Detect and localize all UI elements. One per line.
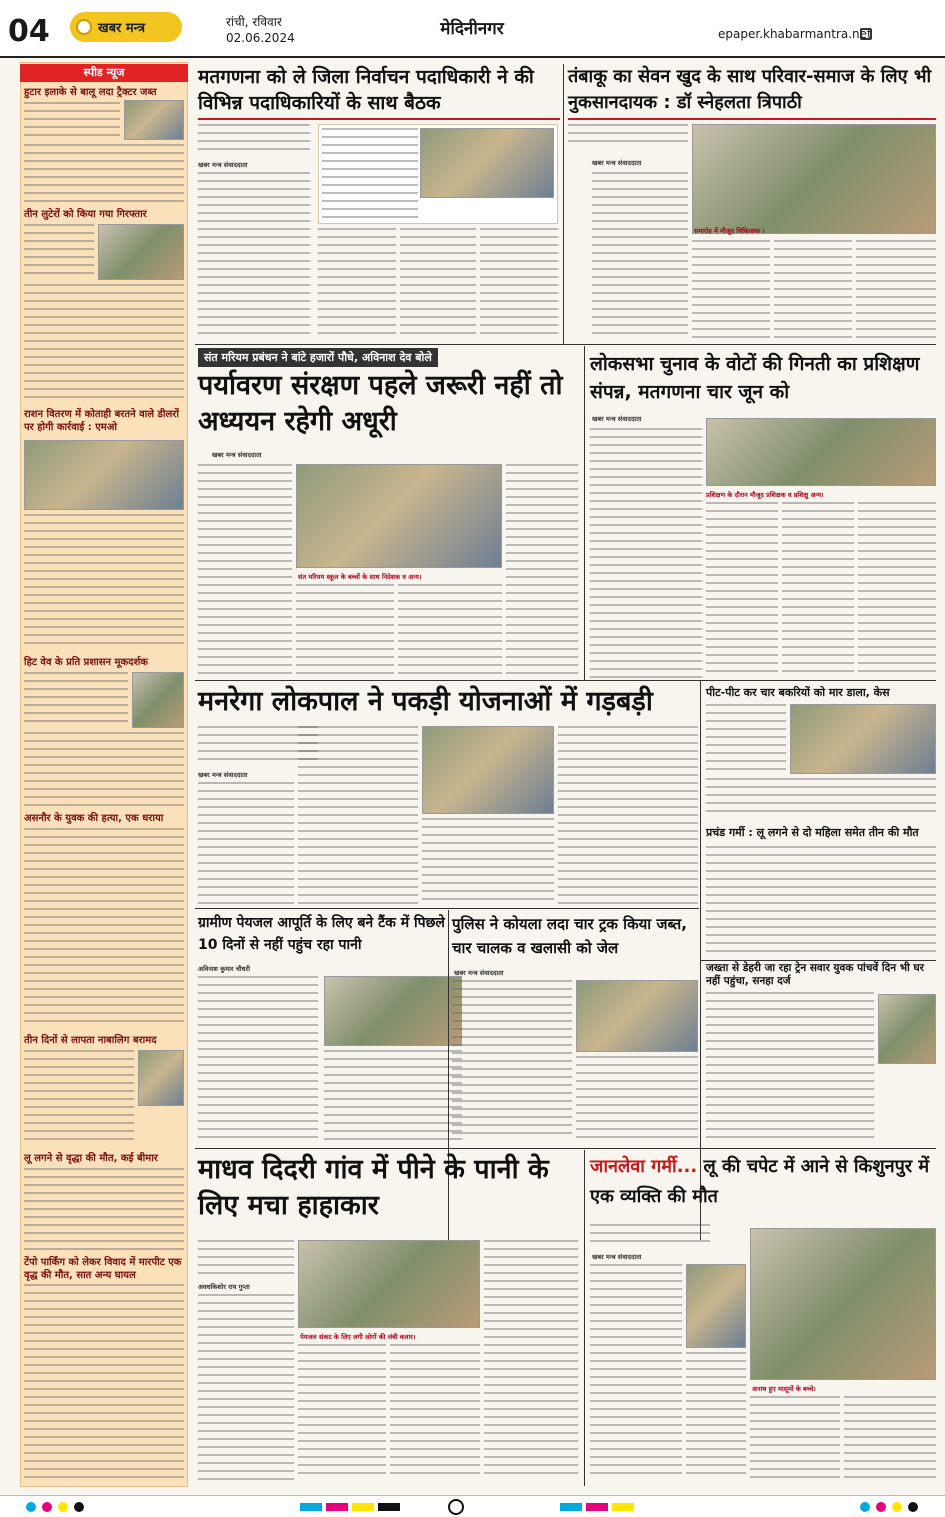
story-6-text (706, 846, 936, 956)
dateline (226, 14, 295, 46)
story-1-rule (198, 118, 560, 120)
story-7-text-a (198, 782, 294, 904)
story-1-byline: खबर मन्त्र संवाददाता (198, 161, 248, 169)
story-1-info-text (322, 128, 418, 220)
left-headline-8: टेंपो पार्किंग को लेकर विवाद में मारपीट एक वृद्ध की मौत, सात अन्य घायल (24, 1257, 182, 1281)
story-5-headline: पीट-पीट कर चार बकरियों को मार डाला, केस (706, 686, 890, 699)
story-10-headline: जख्ता से डेहरी जा रहा ट्रेन सवार युवक पांचवें दिन भी घर नहीं पहुंचा, सनहा दर्ज (706, 962, 924, 987)
deceased-man-photo (686, 1264, 746, 1348)
story-9-text-a (452, 980, 572, 1140)
story-12-headline-block (590, 1152, 936, 1212)
yellow-dot-2 (892, 1502, 902, 1512)
left-text-7 (24, 1168, 184, 1250)
section-rule-1 (195, 344, 936, 345)
story-12-text-b (686, 1352, 746, 1480)
crosshair-icon (448, 1499, 464, 1515)
story-5-text-a (706, 704, 786, 774)
magenta-dot-2 (876, 1502, 886, 1512)
story-2-byline: खबर मन्त्र संवाददाता (592, 159, 642, 167)
story-4-text-b (706, 502, 778, 678)
magenta-bar-2 (586, 1503, 608, 1511)
brand-name: खबर मन्त्र (98, 21, 146, 36)
story-7-headline: मनरेगा लोकपाल ने पकड़ी योजनाओं में गड़बड़ी (198, 686, 653, 717)
story-12-text-a (590, 1264, 682, 1480)
story-12-caption: अनाथ हुए मासूमों के बच्चे। (752, 1385, 816, 1393)
story-3-byline: खबर मन्त्र संवाददाता (212, 451, 262, 459)
column-divider-1 (563, 64, 564, 344)
black-dot (74, 1502, 84, 1512)
goats-photo (790, 704, 936, 774)
story-8-text-b (324, 1050, 462, 1140)
ration-meeting-photo (24, 440, 184, 510)
story-12-headline: लू की चपेट में आने से किशुनपुर में एक व्यक्ति की मौत (590, 1156, 930, 1207)
section-rule-4 (195, 908, 699, 909)
story-11-caption: पेयजल संकट के लिए लगी लोगों की लंबी कतार। (300, 1333, 416, 1341)
story-1-text-d (480, 228, 558, 340)
story-10-text (706, 992, 874, 1140)
left-headline-6: तीन दिनों से लापता नाबालिग बरामद (24, 1035, 157, 1046)
magenta-dot (42, 1502, 52, 1512)
section-rule-2 (195, 680, 936, 681)
story-7-text-b (298, 726, 418, 904)
story-8-text-a (198, 976, 318, 1140)
story-9-headline: पुलिस ने कोयला लदा चार ट्रक किया जब्त, चार चालक व खलासी को जेल (452, 915, 687, 957)
story-4-caption: प्रशिक्षण के दौरान मौजूद प्रशिक्षक व प्रशिक्षु अन्य। (706, 491, 824, 499)
column-divider-2 (584, 346, 585, 680)
water-tank-photo (324, 976, 462, 1046)
story-7-text-d (558, 726, 698, 904)
magenta-bar (326, 1503, 348, 1511)
story-1-headline: मतगणना को ले जिला निर्वाचन पदाधिकारी ने की विभिन्न पदाधिकारियों के साथ बैठक (198, 66, 534, 114)
story-2-text-b (692, 240, 770, 340)
left-text-5 (24, 828, 184, 1028)
story-7-byline: खबर मन्त्र संवाददाता (198, 771, 248, 779)
city-day: रांची, रविवार (226, 15, 282, 29)
water-queue-photo (298, 1240, 480, 1328)
left-text-2a (24, 224, 94, 280)
plantation-students-photo (296, 464, 502, 568)
left-headline-5: असनौर के युवक की हत्या, एक धराया (24, 813, 164, 824)
story-2-headline: तंबाकू का सेवन खुद के साथ परिवार-समाज के लिए भी नुकसानदायक : डॉ स्नेहलता त्रिपाठी (568, 66, 932, 113)
story-12-text-c (750, 1396, 840, 1480)
story-3-text-a (198, 464, 292, 678)
story-11-text-b (298, 1344, 386, 1480)
black-dot-2 (908, 1502, 918, 1512)
cyan-dot (26, 1502, 36, 1512)
tobacco-seminar-photo (692, 124, 936, 234)
section-title: मेदिनीनगर (440, 19, 504, 39)
section-rule-5 (195, 1148, 936, 1149)
story-1-text-b (318, 228, 396, 340)
left-text-4b (24, 732, 184, 808)
website-link[interactable]: epaper.khabarmantra.net (718, 27, 872, 41)
left-text-6a (24, 1050, 134, 1146)
left-text-3 (24, 514, 184, 650)
tractor-photo (124, 100, 184, 140)
left-text-1a (24, 102, 120, 142)
story-9-byline: खबर मन्त्र संवाददाता (454, 969, 504, 977)
story-3-kicker: संत मरियम प्रबंधन ने बांटे हजारों पौधे, अविनाश देव बोले (198, 348, 438, 367)
story-8-byline: अविनाश कुमार चौधरी (198, 965, 250, 973)
arrest-photo (98, 224, 184, 280)
story-2-text-c (774, 240, 852, 340)
story-11-bullets (198, 1240, 294, 1276)
minor-girl-photo (138, 1050, 184, 1106)
story-3-headline: पर्यावरण संरक्षण पहले जरूरी नहीं तो अध्ययन रहेगी अधूरी (198, 370, 563, 437)
yellow-bar-2 (612, 1503, 634, 1511)
story-11-text-c (390, 1344, 480, 1480)
left-text-4a (24, 672, 128, 728)
left-headline-7: लू लगने से वृद्धा की मौत, कई बीमार (24, 1153, 158, 1164)
missing-youth-photo (878, 994, 936, 1064)
story-2-caption: समारोह में मौजूद चिकित्सक । (694, 227, 765, 235)
story-5-text-b (706, 778, 936, 818)
story-2-bullet (568, 124, 688, 148)
counting-meeting-photo (420, 128, 554, 198)
page-number: 04 (8, 14, 50, 49)
registration-strip (0, 1495, 945, 1517)
story-2-rule (568, 118, 936, 120)
left-text-2b (24, 284, 184, 404)
story-1-bullets (198, 124, 310, 154)
story-12-byline: खबर मन्त्र संवाददाता (592, 1253, 642, 1261)
story-3-caption: संत मरियम स्कूल के बच्चों के साथ निदेशक व अन्य। (298, 573, 422, 581)
accused-photo (576, 980, 698, 1052)
story-11-text-d (484, 1240, 578, 1480)
story-11-headline: माधव दिदरी गांव में पीने के पानी के लिए मचा हाहाकार (198, 1154, 549, 1221)
left-headline-4: हिट वेव के प्रति प्रशासन मूकदर्शक (24, 657, 148, 668)
cursor-icon (860, 28, 872, 40)
story-8-headline: ग्रामीण पेयजल आपूर्ति के लिए बने टैंक में पिछले 10 दिनों से नहीं पहुंच रहा पानी (198, 915, 445, 953)
left-text-8 (24, 1284, 184, 1480)
story-4-headline: लोकसभा चुनाव के वोटों की गिनती का प्रशिक्षण संपन्न, मतगणना चार जून को (590, 353, 920, 403)
story-11-byline: अवधकिशोर राय गुप्ता (198, 1283, 250, 1291)
story-9-text-b (576, 1056, 698, 1140)
cyan-bar-2 (560, 1503, 582, 1511)
yellow-bar (352, 1503, 374, 1511)
story-12-bullet (590, 1224, 710, 1248)
story-3-text-b (506, 464, 578, 678)
brand-logo[interactable] (70, 12, 182, 42)
left-headline-3: राशन वितरण में कोताही बरतने वाले डीलरों पर होगी कार्रवाई : एमओ (24, 409, 179, 433)
left-text-1b (24, 144, 184, 204)
story-12-headline-red: जानलेवा गर्मी... (590, 1156, 698, 1177)
story-4-byline: खबर मन्त्र संवाददाता (592, 415, 642, 423)
story-3-text-c (296, 584, 394, 678)
story-12-text-d (844, 1396, 936, 1480)
cyan-dot-2 (860, 1502, 870, 1512)
story-1-text-c (400, 228, 476, 340)
story-11-text-a (198, 1294, 294, 1480)
black-bar (378, 1503, 400, 1511)
cyan-bar (300, 1503, 322, 1511)
mgnrega-photo (422, 726, 554, 814)
story-2-text-d (856, 240, 936, 340)
orphaned-children-photo (750, 1228, 936, 1380)
logo-icon (76, 19, 92, 35)
story-7-text-c (422, 818, 554, 904)
story-4-text-c (782, 502, 854, 678)
story-2-text-a (592, 172, 688, 340)
story-1-text-a (198, 172, 310, 340)
yellow-dot (58, 1502, 68, 1512)
issue-date: 02.06.2024 (226, 31, 295, 45)
column-divider-5 (584, 1150, 585, 1486)
left-headline-2: तीन लुटेरों को किया गया गिरफ्तार (24, 209, 147, 220)
story-4-text-a (590, 428, 702, 678)
story-6-headline: प्रचंड गर्मी : लू लगने से दो महिला समेत तीन की मौत (706, 826, 919, 839)
speed-news-kicker: स्पीड न्यूज (20, 64, 188, 82)
masthead-bar (0, 0, 945, 58)
portrait-photo (132, 672, 184, 728)
story-4-text-d (858, 502, 936, 678)
training-session-photo (706, 418, 936, 486)
story-3-text-d (398, 584, 502, 678)
section-rule-3 (700, 960, 936, 961)
left-headline-1: हुटार इलाके से बालू लदा ट्रैक्टर जब्त (24, 87, 157, 98)
